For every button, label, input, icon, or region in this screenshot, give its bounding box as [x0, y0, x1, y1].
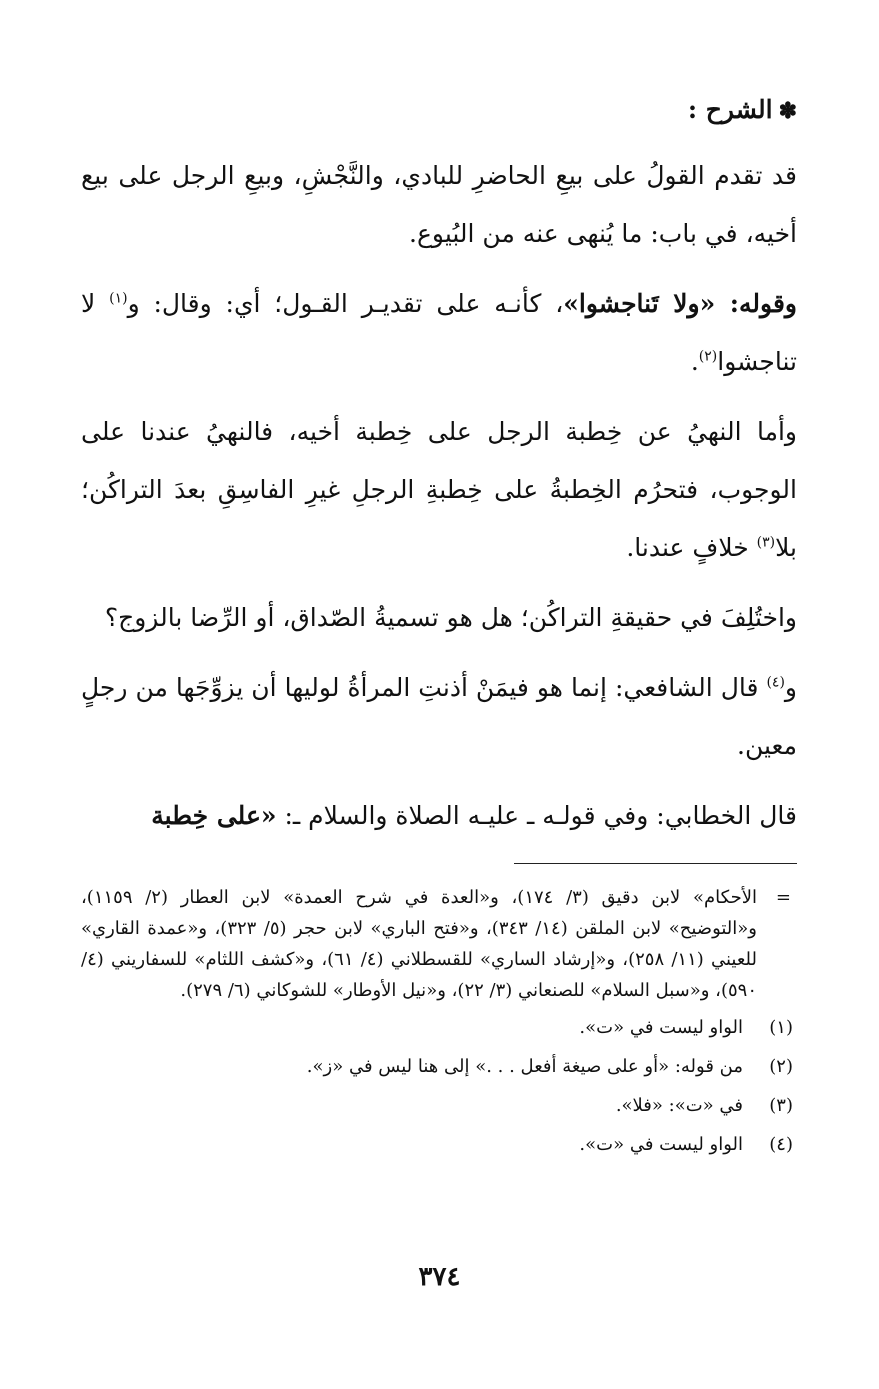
section-heading [81, 88, 797, 133]
footnote-number: (٢) [769, 1056, 793, 1077]
paragraph-text: قال الخطابي: وفي قولـه ـ عليـه الصلاة والسلام ـ: [276, 801, 797, 830]
footnote-text: في «ت»: «فلا». [615, 1095, 743, 1116]
paragraph-text: لا تناجشوا [81, 289, 797, 376]
footnote-ref-4[interactable]: (٤) [766, 674, 785, 691]
paragraph-6 [81, 787, 797, 845]
paragraph-5 [81, 659, 797, 775]
paragraph-4 [81, 589, 797, 647]
footnote-continuation-text: الأحكام» لابن دقيق (٣/ ١٧٤)، و«العدة في شرح العمدة» لابن العطار (٢/ ١١٥٩)، و«التوضيح» لابن الملقن (١٤/ ٣٤٣)، و«فتح الباري» لابن حجر (٥/ ٣٢٣)، و«عمدة القاري» للعيني (١١/ ٢٥٨)، و«إرشاد الساري» للقسطلاني (٤/ ٦١)، و«كشف اللثام» للسفاريني (٤/ ٥٩٠)، و«سبل السلام» للصنعاني (٣/ ٢٢)، و«نيل الأوطار» للشوكاني (٦/ ٢٧٩). [81, 887, 757, 1001]
footnote-text: الواو ليست في «ت». [579, 1017, 743, 1038]
page-body [81, 88, 797, 1168]
footnote-ref-3[interactable]: (٣) [756, 534, 776, 551]
paragraph-text: وأما النهيُ عن خِطبة الرجل على خِطبة أخيه، فالنهيُ عندنا على الوجوب، فتحرُم الخِطبةُ على خِطبةِ الرجلِ غيرِ الفاسِقِ بعدَ التراكُن؛ بلا [81, 417, 797, 562]
footnote-continuation [81, 882, 797, 1006]
quoted-hadith-lead: وقوله: «ولا تَناجشوا» [563, 289, 797, 318]
footnote-divider [514, 863, 797, 864]
footnote-item-3 [81, 1090, 797, 1121]
paragraph-text: قال الشافعي: إنما هو فيمَنْ أذنتِ المرأةُ لوليها أن يزوِّجَها من رجلٍ معين. [81, 673, 797, 760]
paragraph-text: خلافٍ عندنا. [626, 533, 757, 562]
footnote-item-2 [81, 1051, 797, 1082]
footnote-number: (٣) [769, 1095, 793, 1116]
footnote-number: (١) [769, 1017, 793, 1038]
paragraph-3 [81, 403, 797, 577]
footnote-item-1 [81, 1012, 797, 1043]
paragraph-text: . [690, 347, 699, 376]
footnotes [81, 882, 797, 1160]
quoted-hadith-tail: «على خِطبة [151, 801, 277, 830]
paragraph-2 [81, 275, 797, 391]
paragraph-text: قد تقدم القولُ على بيعِ الحاضرِ للبادي، والنَّجْشِ، وبيعِ الرجل على بيع أخيه، في باب: ما يُنهى عنه من البُيوع. [81, 161, 797, 248]
footnote-ref-2[interactable]: (٢) [698, 348, 718, 365]
footnote-item-4 [81, 1129, 797, 1160]
paragraph-text: و [784, 673, 797, 702]
continuation-marker: = [775, 887, 791, 908]
paragraph-1 [81, 147, 797, 263]
paragraph-text: ، كأنـه على تقديـر القـول؛ أي: وقال: و [127, 289, 564, 318]
paragraph-text: واختُلِفَ في حقيقةِ التراكُن؛ هل هو تسميةُ الصّداق، أو الرِّضا بالزوج؟ [104, 603, 797, 632]
footnote-text: الواو ليست في «ت». [579, 1134, 743, 1155]
page-number: ٣٧٤ [418, 1262, 461, 1292]
asterisk-marker-icon: ✽ [778, 98, 797, 124]
footnote-text: من قوله: «أو على صيغة أفعل . . .» إلى هنا ليس في «ز». [306, 1056, 743, 1077]
footnote-number: (٤) [769, 1134, 793, 1155]
heading-label: الشرح : [687, 95, 773, 124]
footnote-ref-1[interactable]: (١) [109, 290, 128, 307]
